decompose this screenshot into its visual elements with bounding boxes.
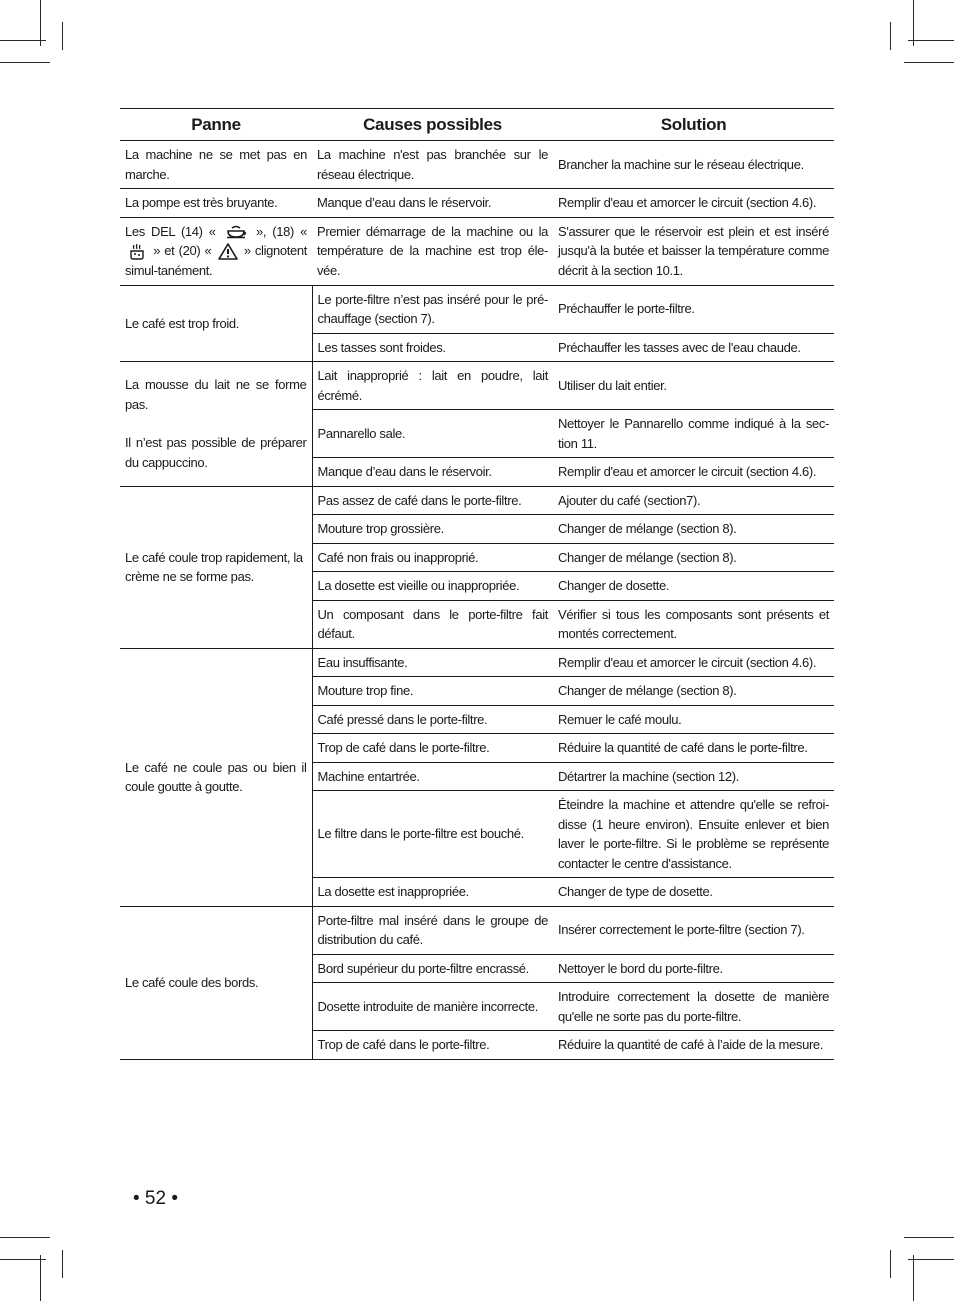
solution-cell: Préchauffer les tasses avec de l'eau chaude. [553, 333, 834, 362]
solution-cell: Remuer le café moulu. [553, 705, 834, 734]
cause-cell: Trop de café dans le porte-filtre. [312, 734, 553, 763]
solution-cell: Insérer correctement le porte-filtre (section 7). [553, 906, 834, 954]
crop-mark [40, 0, 41, 46]
panne-cell: La machine ne se met pas en marche. [120, 141, 312, 189]
panne-text: Les DEL (14) « [125, 223, 216, 239]
crop-mark [62, 22, 63, 50]
cause-cell: Café non frais ou inapproprié. [312, 543, 553, 572]
solution-cell: Brancher la machine sur le réseau électrique. [553, 141, 834, 189]
solution-cell: Détartrer la machine (section 12). [553, 762, 834, 791]
solution-cell: Changer de mélange (section 8). [553, 677, 834, 706]
cause-cell: Mouture trop fine. [312, 677, 553, 706]
solution-cell: Nettoyer le bord du porte-filtre. [553, 954, 834, 983]
panne-text: », (18) « [255, 223, 307, 239]
solution-cell: Remplir d'eau et amorcer le circuit (section 4.6). [553, 189, 834, 218]
solution-cell: Éteindre la machine et attendre qu'elle se refroi-disse (1 heure environ). Ensuite enlever et bien laver le porte-filtre. Si le problème se représente contacter le centre d'assistance. [553, 791, 834, 878]
solution-cell: Changer de mélange (section 8). [553, 515, 834, 544]
cause-cell: Un composant dans le porte-filtre fait défaut. [312, 600, 553, 648]
panne-cell: La pompe est très bruyante. [120, 189, 312, 218]
solution-cell: Changer de dosette. [553, 572, 834, 601]
panne-text: La mousse du lait ne se forme pas. [125, 377, 307, 412]
cause-cell: Le porte-filtre n’est pas inséré pour le pré-chauffage (section 7). [312, 285, 553, 333]
cause-cell: La dosette est vieille ou inappropriée. [312, 572, 553, 601]
panne-cell [120, 217, 312, 285]
crop-mark [890, 1250, 891, 1278]
solution-cell: Remplir d'eau et amorcer le circuit (section 4.6). [553, 458, 834, 487]
cause-cell: Les tasses sont froides. [312, 333, 553, 362]
solution-cell: Réduire la quantité de café dans le porte-filtre. [553, 734, 834, 763]
cause-cell: Porte-filtre mal inséré dans le groupe de distribution du café. [312, 906, 553, 954]
cause-cell: Trop de café dans le porte-filtre. [312, 1031, 553, 1060]
panne-cell: Le café coule des bords. [120, 906, 312, 1059]
table-header-row [120, 109, 834, 141]
column-header-causes: Causes possibles [312, 109, 553, 141]
table-row [120, 906, 834, 954]
table-row [120, 648, 834, 677]
crop-mark [0, 1237, 50, 1238]
panne-cell: Le café coule trop rapidement, la crème ne se forme pas. [120, 486, 312, 648]
column-header-solution: Solution [553, 109, 834, 141]
table-row [120, 362, 834, 410]
panne-cell: Le café ne coule pas ou bien il coule goutte à goutte. [120, 648, 312, 906]
panne-cell [120, 362, 312, 487]
crop-mark [913, 1255, 914, 1301]
cause-cell: Manque d’eau dans le réservoir. [312, 458, 553, 487]
cause-cell: Café pressé dans le porte-filtre. [312, 705, 553, 734]
crop-mark [913, 0, 914, 46]
cause-cell: Machine entartrée. [312, 762, 553, 791]
solution-cell: Ajouter du café (section7). [553, 486, 834, 515]
crop-mark [40, 1255, 41, 1301]
cause-cell: Lait inapproprié : lait en poudre, lait écrémé. [312, 362, 553, 410]
warning-icon [218, 243, 238, 260]
troubleshooting-table [120, 108, 834, 1060]
cause-cell: Dosette introduite de manière incorrecte. [312, 983, 553, 1031]
panne-text: » clignotent simul-tanément. [125, 243, 308, 278]
cause-cell: Bord supérieur du porte-filtre encrassé. [312, 954, 553, 983]
table-row [120, 217, 834, 285]
solution-cell: Réduire la quantité de café à l’aide de la mesure. [553, 1031, 834, 1060]
cause-cell: La dosette est inappropriée. [312, 878, 553, 907]
crop-mark [890, 22, 891, 50]
crop-mark [0, 62, 50, 63]
page-number: • 52 • [133, 1188, 178, 1209]
solution-cell: Remplir d'eau et amorcer le circuit (section 4.6). [553, 648, 834, 677]
solution-cell: Introduire correctement la dosette de manière qu'elle ne sorte pas du porte-filtre. [553, 983, 834, 1031]
hot-water-icon [127, 243, 147, 261]
solution-cell: Utiliser du lait entier. [553, 362, 834, 410]
crop-mark [904, 62, 954, 63]
cause-cell: Manque d’eau dans le réservoir. [312, 189, 553, 218]
crop-mark [904, 1237, 954, 1238]
cause-cell: La machine n'est pas branchée sur le réseau électrique. [312, 141, 553, 189]
solution-cell: S'assurer que le réservoir est plein et est inséré jusqu'à la butée et baisser la température comme décrit à la section 10.1. [553, 217, 834, 285]
cause-cell: Le filtre dans le porte-filtre est bouché. [312, 791, 553, 878]
column-header-panne: Panne [120, 109, 312, 141]
steam-cup-icon [224, 224, 248, 240]
cause-cell: Mouture trop grossière. [312, 515, 553, 544]
cause-cell: Pannarello sale. [312, 410, 553, 458]
table-row [120, 285, 834, 333]
solution-cell: Préchauffer le porte-filtre. [553, 285, 834, 333]
table-row [120, 189, 834, 218]
cause-cell: Pas assez de café dans le porte-filtre. [312, 486, 553, 515]
crop-mark [62, 1250, 63, 1278]
solution-cell: Nettoyer le Pannarello comme indiqué à la sec-tion 11. [553, 410, 834, 458]
solution-cell: Changer de mélange (section 8). [553, 543, 834, 572]
solution-cell: Changer de type de dosette. [553, 878, 834, 907]
table-row [120, 486, 834, 515]
panne-text: Il n’est pas possible de préparer du cappuccino. [125, 435, 307, 470]
cause-cell: Premier démarrage de la machine ou la température de la machine est trop éle-vée. [312, 217, 553, 285]
crop-mark [908, 1259, 954, 1260]
panne-text: » et (20) « [153, 243, 212, 259]
cause-cell: Eau insuffisante. [312, 648, 553, 677]
solution-cell: Vérifier si tous les composants sont présents et montés correctement. [553, 600, 834, 648]
table-row [120, 141, 834, 189]
panne-cell: Le café est trop froid. [120, 285, 312, 362]
crop-mark [908, 40, 954, 41]
